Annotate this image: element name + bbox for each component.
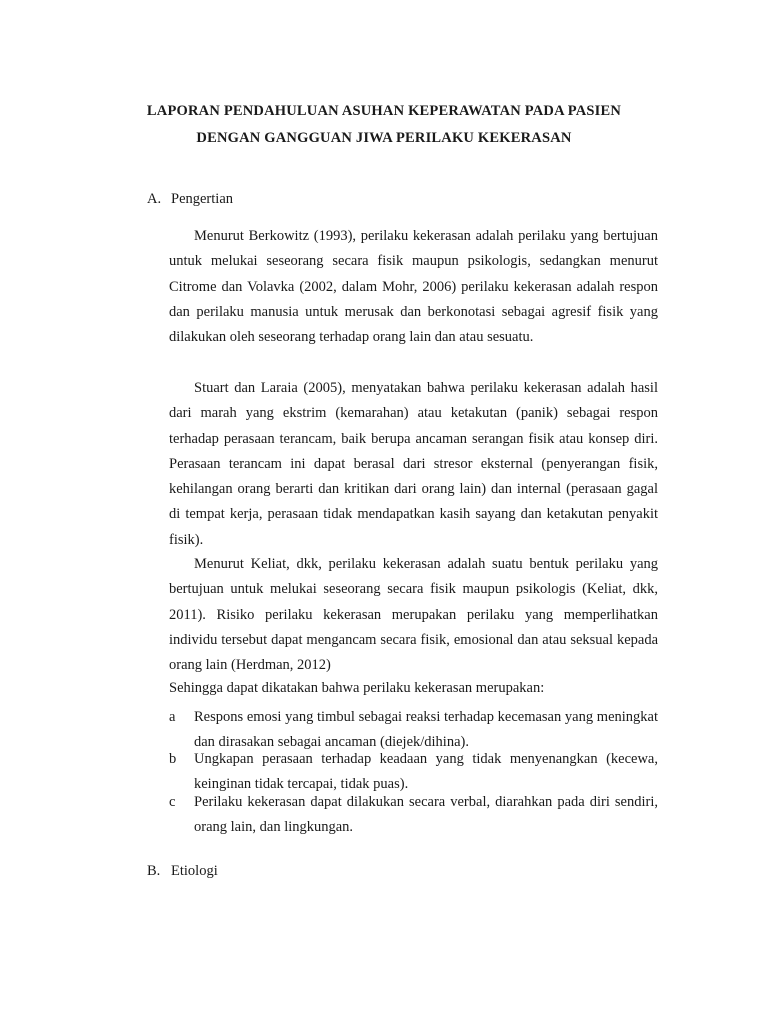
document-title-line-2: DENGAN GANGGUAN JIWA PERILAKU KEKERASAN xyxy=(196,130,572,146)
section-b-title: Etiologi xyxy=(171,863,218,879)
conclusion-sentence: Sehingga dapat dikatakan bahwa perilaku kekerasan merupakan: xyxy=(169,680,545,696)
list-marker: b xyxy=(169,751,177,767)
list-item-text: Respons emosi yang timbul sebagai reaksi terhadap kecemasan yang meningkat dan dirasakan sebagai ancaman (diejek/dihina). xyxy=(194,709,658,750)
paragraph-stuart-laraia: Stuart dan Laraia (2005), menyatakan bahwa perilaku kekerasan adalah hasil dari marah yang ekstrim (kemarahan) atau ketakutan (panik) sebagai respon terhadap perasaan terancam, baik berupa ancaman serangan fisik atau konsep diri. Perasaan terancam ini dapat berasal dari stresor eksternal (penyerangan fisik, kehilangan orang berarti dan kritikan dari orang lain) dan internal (perasaan gagal di tempat kerja, perasaan tidak mendapatkan kasih sayang dan ketakutan penyakit fisik). xyxy=(169,380,658,548)
section-b-heading xyxy=(147,863,218,880)
list-item-c xyxy=(169,790,658,840)
paragraph-keliat: Menurut Keliat, dkk, perilaku kekerasan adalah suatu bentuk perilaku yang bertujuan untuk melukai seseorang secara fisik maupun psikologis (Keliat, dkk, 2011). Risiko perilaku kekerasan merupakan perilaku yang memperlihatkan individu tersebut dapat mengancam secara fisik, emosional dan atau seksual kepada orang lain (Herdman, 2012) xyxy=(169,556,658,674)
list-item-text: Perilaku kekerasan dapat dilakukan secara verbal, diarahkan pada diri sendiri, orang lain, dan lingkungan. xyxy=(194,794,658,835)
list-marker: a xyxy=(169,709,176,725)
list-item-text: Ungkapan perasaan terhadap keadaan yang tidak menyenangkan (kecewa, keinginan tidak tercapai, tidak puas). xyxy=(194,751,658,792)
section-a-title: Pengertian xyxy=(171,191,234,207)
section-a-heading xyxy=(147,191,233,208)
document-title-line-1: LAPORAN PENDAHULUAN ASUHAN KEPERAWATAN PADA PASIEN xyxy=(146,103,622,119)
section-a-letter: A. xyxy=(147,191,162,207)
list-marker: c xyxy=(169,794,176,810)
paragraph-berkowitz: Menurut Berkowitz (1993), perilaku kekerasan adalah perilaku yang bertujuan untuk melukai seseorang secara fisik maupun psikologis, sedangkan menurut Citrome dan Volavka (2002, dalam Mohr, 2006) perilaku kekerasan adalah respon dan perilaku manusia untuk merusak dan berkonotasi sebagai agresif fisik yang dilakukan oleh seseorang terhadap orang lain dan atau sesuatu. xyxy=(169,228,658,346)
section-b-letter: B. xyxy=(147,863,161,879)
